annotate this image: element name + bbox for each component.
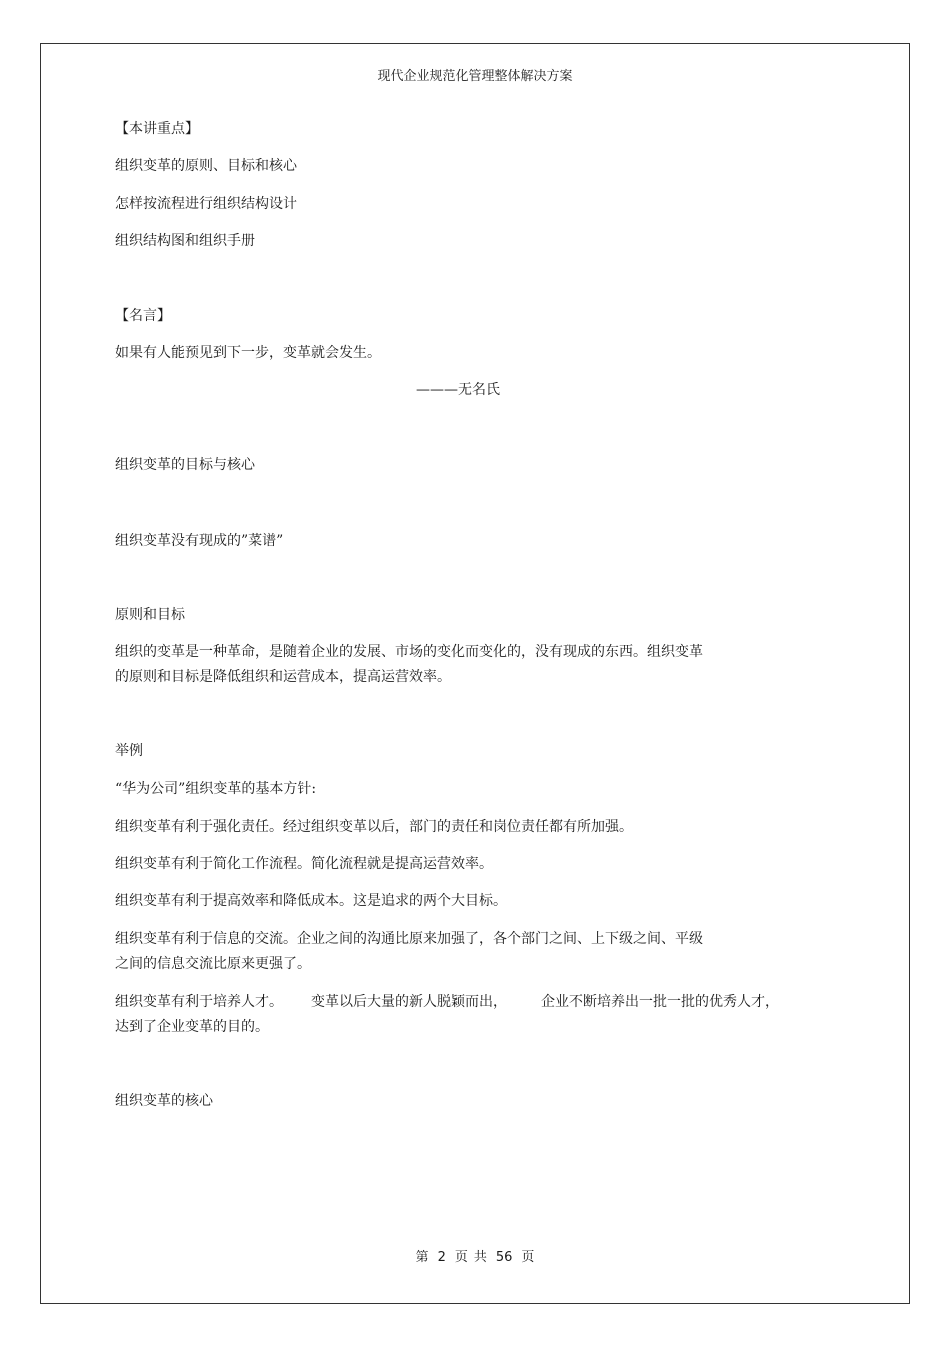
footer-prefix: 第 <box>415 1250 429 1265</box>
quote-text: 如果有人能预见到下一步，变革就会发生。 <box>115 345 381 361</box>
page-number: 2 <box>437 1250 446 1265</box>
footer-mid: 页 <box>454 1250 468 1265</box>
section-title: 组织变革没有现成的”菜谱” <box>115 533 284 549</box>
quote-heading: 【名言】 <box>115 308 171 324</box>
example-point: 组织变革有利于强化责任。经过组织变革以后，部门的责任和岗位责任都有所加强。 <box>115 819 633 835</box>
example-point: 组织变革有利于简化工作流程。简化流程就是提高运营效率。 <box>115 856 493 872</box>
example-title: 举例 <box>115 743 143 759</box>
example-point: 组织变革有利于提高效率和降低成本。这是追求的两个大目标。 <box>115 893 507 909</box>
example-point-part: 变革以后大量的新人脱颖而出， <box>311 994 507 1010</box>
key-point-item: 组织结构图和组织手册 <box>115 233 255 249</box>
section-title: 原则和目标 <box>115 607 185 623</box>
footer-mid2: 共 <box>473 1250 487 1265</box>
example-point-part: 组织变革有利于培养人才。 <box>115 994 283 1010</box>
footer-suffix: 页 <box>521 1250 535 1265</box>
section-title: 组织变革的核心 <box>115 1093 213 1109</box>
section-title: 组织变革的目标与核心 <box>115 457 255 473</box>
paragraph-line: 的原则和目标是降低组织和运营成本，提高运营效率。 <box>115 669 451 685</box>
quote-author: ———无名氏 <box>416 382 500 398</box>
example-point-continued: 达到了企业变革的目的。 <box>115 1019 269 1035</box>
page-total: 56 <box>495 1250 513 1265</box>
page-footer <box>0 1249 950 1267</box>
example-point <box>115 993 779 1011</box>
example-point-continued: 之间的信息交流比原来更强了。 <box>115 956 311 972</box>
example-point: 组织变革有利于信息的交流。企业之间的沟通比原来加强了，各个部门之间、上下级之间、平级 <box>115 931 703 947</box>
paragraph-line: 组织的变革是一种革命，是随着企业的发展、市场的变化而变化的，没有现成的东西。组织变革 <box>115 644 703 660</box>
example-intro: “华为公司”组织变革的基本方针: <box>115 781 317 797</box>
key-point-item: 组织变革的原则、目标和核心 <box>115 158 297 174</box>
key-points-heading: 【本讲重点】 <box>115 121 199 137</box>
key-point-item: 怎样按流程进行组织结构设计 <box>115 196 297 212</box>
page-header-title: 现代企业规范化管理整体解决方案 <box>377 69 573 84</box>
example-point-part: 企业不断培养出一批一批的优秀人才， <box>541 994 779 1010</box>
